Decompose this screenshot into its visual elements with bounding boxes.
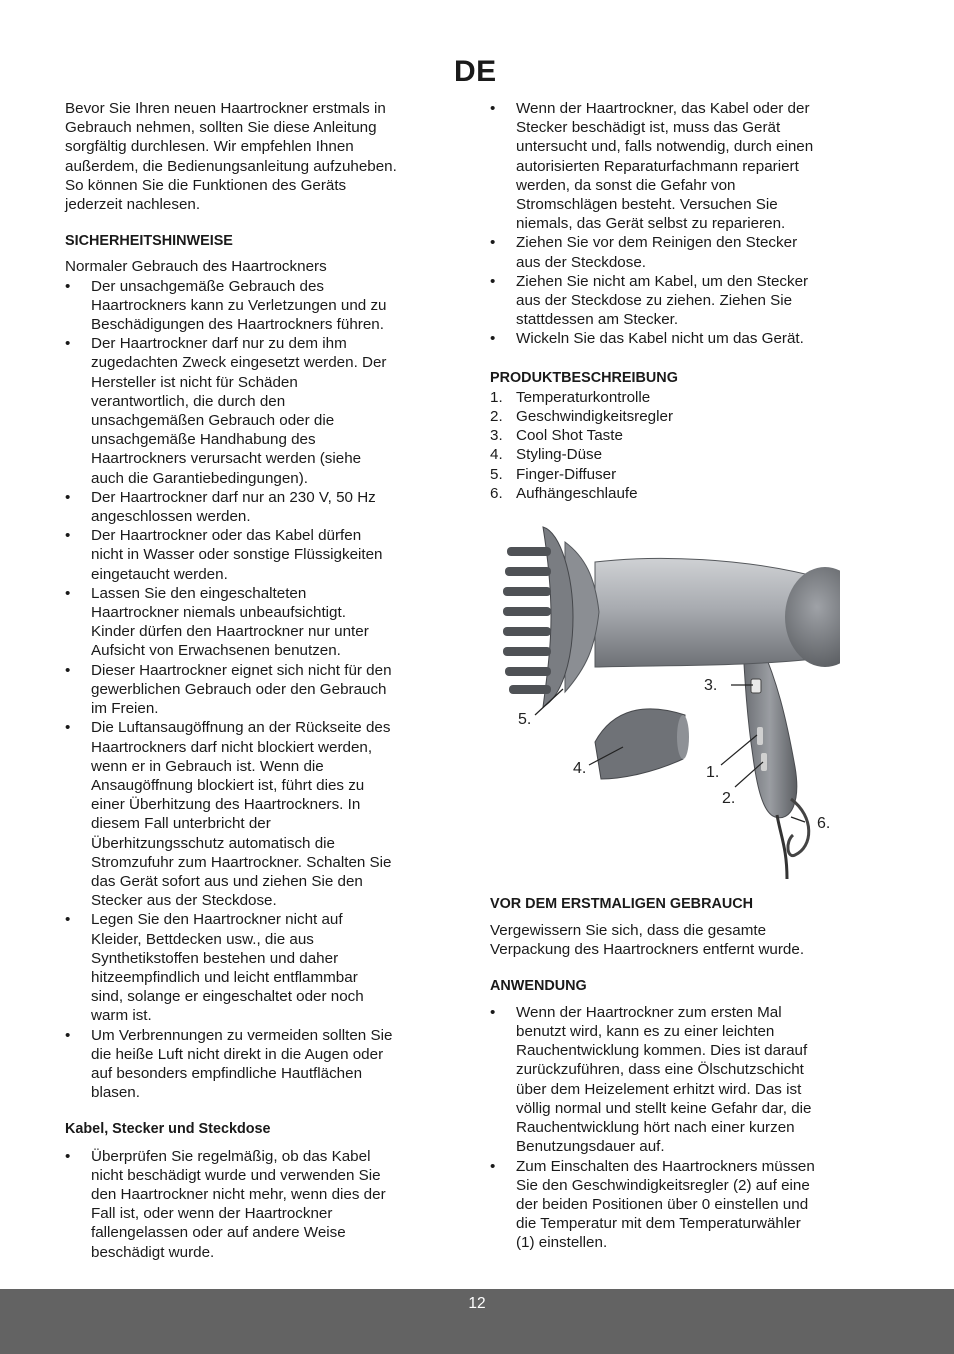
text-line: Die Luftansaugöffnung an der Rückseite des [91, 719, 391, 737]
first-use-text [490, 921, 850, 959]
text-line: Bevor Sie Ihren neuen Haartrockner erstmals in [65, 100, 386, 117]
part-number: 4. [490, 446, 503, 464]
text-line: stattdessen am Stecker. [516, 311, 679, 329]
text-line: gewerblichen Gebrauch oder den Gebrauch [91, 680, 387, 698]
list-item [65, 661, 425, 719]
text-line: Haartrockner niemals unbeaufsichtigt. [91, 604, 346, 622]
text-line: Verpackung des Haartrockners entfernt wurde. [490, 941, 805, 959]
text-line: unsachgemäßen Gebrauch oder die [91, 412, 335, 430]
figure-label-5: 5. [518, 711, 532, 728]
hair-dryer-illustration [495, 517, 840, 887]
text-line: blasen. [91, 1084, 140, 1102]
parts-list [490, 388, 850, 503]
safety-list [65, 277, 425, 1103]
text-line: nicht beschädigt wurde und verwenden Sie [91, 1166, 381, 1184]
text-line: den Haartrockner nicht mehr, wenn dies der [91, 1185, 386, 1203]
list-item [65, 1026, 425, 1103]
text-line: einer Überhitzung des Haartrockners. In [91, 796, 361, 814]
text-line: fallengelassen oder auf andere Weise [91, 1224, 346, 1242]
cable-list-right [490, 99, 850, 349]
text-line: hitzeempfindlich und leicht entflammbar [91, 968, 358, 986]
text-line: Aufsicht von Erwachsenen benutzen. [91, 642, 341, 660]
text-line: zugedachten Zweck eingesetzt werden. Der [91, 354, 387, 372]
text-line: Wenn der Haartrockner zum ersten Mal [516, 1003, 782, 1021]
part-item [490, 484, 850, 503]
use-list [490, 1003, 850, 1253]
part-item [490, 407, 850, 426]
part-label: Temperaturkontrolle [516, 388, 651, 406]
text-line: Wenn der Haartrockner, das Kabel oder der [516, 100, 810, 117]
text-line: Kleider, Bettdecken usw., die aus [91, 930, 314, 948]
part-label: Aufhängeschlaufe [516, 484, 638, 502]
text-line: Stromzufuhr zum Haartrockner. Schalten Sie [91, 853, 392, 871]
text-line: angeschlossen werden. [91, 508, 251, 526]
text-line: Ansaugöffnung blockiert ist, führt dies zu [91, 776, 365, 794]
text-line: Beschädigungen des Haartrockners führen. [91, 316, 384, 334]
text-line: außerdem, die Bedienungsanleitung aufzuheben. [65, 157, 397, 175]
text-line: (1) einstellen. [516, 1234, 608, 1252]
text-line: Überhitzungsschutz automatisch die [91, 834, 335, 852]
use-heading: ANWENDUNG [490, 977, 587, 994]
text-line: benutzt wird, kann es zu einer leichten [516, 1023, 775, 1041]
text-line: Benutzungsdauer auf. [516, 1138, 665, 1156]
list-item [490, 99, 850, 233]
list-item [490, 233, 850, 271]
figure-label-2: 2. [722, 790, 736, 807]
part-number: 5. [490, 465, 503, 483]
text-line: niemals, das Gerät selbst zu reparieren. [516, 215, 786, 233]
cable-list-left [65, 1147, 425, 1262]
list-item [65, 277, 425, 335]
text-line: Rauchentwicklung kommen. Dies ist darauf [516, 1042, 808, 1060]
part-item [490, 426, 850, 445]
list-item [490, 1157, 850, 1253]
text-line: beschädigt wurde. [91, 1243, 215, 1261]
text-line: Überprüfen Sie regelmäßig, ob das Kabel [91, 1147, 371, 1165]
hair-dryer-figure [495, 517, 840, 887]
text-line: wenn er in Gebrauch ist. Wenn die [91, 757, 324, 775]
first-use-heading: VOR DEM ERSTMALIGEN GEBRAUCH [490, 896, 754, 913]
text-line: sorgfältig durchlesen. Wir empfehlen Ihnen [65, 138, 354, 156]
text-line: Zum Einschalten des Haartrockners müssen [516, 1157, 815, 1175]
safety-heading: SICHERHEITSHINWEISE [65, 233, 233, 250]
cable-heading: Kabel, Stecker und Steckdose [65, 1121, 271, 1138]
text-line: nicht in Wasser oder sonstige Flüssigkeiten [91, 546, 383, 564]
part-item [490, 388, 850, 407]
text-line: Stromschlägen besteht. Versuchen Sie [516, 196, 778, 214]
text-line: der beiden Positionen über 0 einstellen und [516, 1195, 809, 1213]
part-label: Finger-Diffuser [516, 465, 617, 483]
list-item [490, 272, 850, 330]
part-number: 1. [490, 388, 503, 406]
text-line: Stecker beschädigt ist, muss das Gerät [516, 119, 781, 137]
list-item [65, 584, 425, 661]
normal-use-text: Normaler Gebrauch des Haartrockners [65, 258, 327, 276]
part-label: Cool Shot Taste [516, 427, 623, 445]
part-item [490, 465, 850, 484]
text-line: sind, solange er eingeschaltet oder noch [91, 988, 364, 1006]
text-line: Wickeln Sie das Kabel nicht um das Gerät. [516, 330, 804, 348]
language-heading: DE [454, 55, 497, 88]
intro-text [65, 99, 425, 214]
text-line: auch die Garantiebedingungen). [91, 469, 309, 487]
text-line: Stecker aus der Steckdose. [91, 892, 277, 910]
text-line: Synthetikstoffen bestehen und daher [91, 949, 339, 967]
text-line: diesem Fall unterbricht der [91, 815, 271, 833]
text-line: autorisierten Reparaturfachmann repariert [516, 157, 799, 175]
text-line: Um Verbrennungen zu vermeiden sollten Sie [91, 1026, 393, 1044]
text-line: Legen Sie den Haartrockner nicht auf [91, 911, 343, 929]
text-line: untersucht und, falls notwendig, durch einen [516, 138, 814, 156]
list-item [65, 488, 425, 526]
text-line: zurückzuführen, dass eine Ölschutzschicht [516, 1061, 804, 1079]
text-line: werden, da sonst die Gefahr von [516, 176, 736, 194]
text-line: Hersteller ist nicht für Schäden [91, 373, 298, 391]
text-line: Haartrockners kann zu Verletzungen und zu [91, 296, 387, 314]
text-line: Gebrauch nehmen, sollten Sie diese Anleitung [65, 119, 377, 137]
text-line: Der Haartrockner oder das Kabel dürfen [91, 527, 362, 545]
text-line: warm ist. [91, 1007, 152, 1025]
text-line: auf besonders empfindliche Hautflächen [91, 1064, 363, 1082]
text-line: So können Sie die Funktionen des Geräts [65, 176, 347, 194]
product-heading: PRODUKTBESCHREIBUNG [490, 369, 678, 386]
part-number: 6. [490, 484, 503, 502]
list-item [490, 1003, 850, 1157]
text-line: Haartrockners verursacht werden (siehe [91, 450, 362, 468]
text-line: im Freien. [91, 700, 159, 718]
text-line: eingetaucht werden. [91, 565, 228, 583]
part-label: Styling-Düse [516, 446, 603, 464]
left-column [65, 99, 425, 1262]
text-line: die heiße Luft nicht direkt in die Augen oder [91, 1045, 384, 1063]
text-line: aus der Steckdose. [516, 253, 647, 271]
text-line: Vergewissern Sie sich, dass die gesamte [490, 922, 767, 940]
text-line: Lassen Sie den eingeschalteten [91, 584, 307, 602]
part-number: 2. [490, 408, 503, 426]
text-line: unsachgemäße Handhabung des [91, 431, 316, 449]
text-line: Kinder dürfen den Haartrockner nur unter [91, 623, 369, 641]
text-line: Der Haartrockner darf nur an 230 V, 50 Hz [91, 488, 376, 506]
text-line: Sie den Geschwindigkeitsregler (2) auf eine [516, 1176, 810, 1194]
text-line: verantwortlich, die durch den [91, 392, 286, 410]
page-number: 12 [468, 1295, 486, 1312]
text-line: Rauchentwicklung hört nach einer kurzen [516, 1119, 795, 1137]
text-line: völlig normal und stellt keine Gefahr dar, die [516, 1099, 812, 1117]
text-line: Dieser Haartrockner eignet sich nicht für den [91, 661, 392, 679]
list-item [65, 910, 425, 1025]
part-item [490, 445, 850, 464]
list-item [490, 329, 850, 348]
text-line: aus der Steckdose zu ziehen. Ziehen Sie [516, 292, 793, 310]
figure-label-6: 6. [817, 815, 831, 832]
text-line: die Temperatur mit dem Temperaturwähler [516, 1215, 801, 1233]
figure-label-1: 1. [706, 764, 720, 781]
text-line: jederzeit nachlesen. [65, 196, 201, 214]
text-line: Fall ist, oder wenn der Haartrockner [91, 1205, 333, 1223]
text-line: über dem Heizelement erhitzt wird. Das ist [516, 1080, 802, 1098]
part-number: 3. [490, 427, 503, 445]
text-line: Der unsachgemäße Gebrauch des [91, 277, 325, 295]
list-item [65, 526, 425, 584]
list-item [65, 1147, 425, 1262]
part-label: Geschwindigkeitsregler [516, 408, 674, 426]
list-item [65, 334, 425, 488]
text-line: Ziehen Sie vor dem Reinigen den Stecker [516, 234, 798, 252]
list-item [65, 718, 425, 910]
text-line: Der Haartrockner darf nur zu dem ihm [91, 335, 347, 353]
figure-label-3: 3. [704, 677, 718, 694]
text-line: das Gerät sofort aus und ziehen Sie den [91, 872, 363, 890]
text-line: Haartrockners darf nicht blockiert werden, [91, 738, 373, 756]
text-line: Ziehen Sie nicht am Kabel, um den Stecker [516, 272, 809, 290]
figure-label-4: 4. [573, 760, 587, 777]
